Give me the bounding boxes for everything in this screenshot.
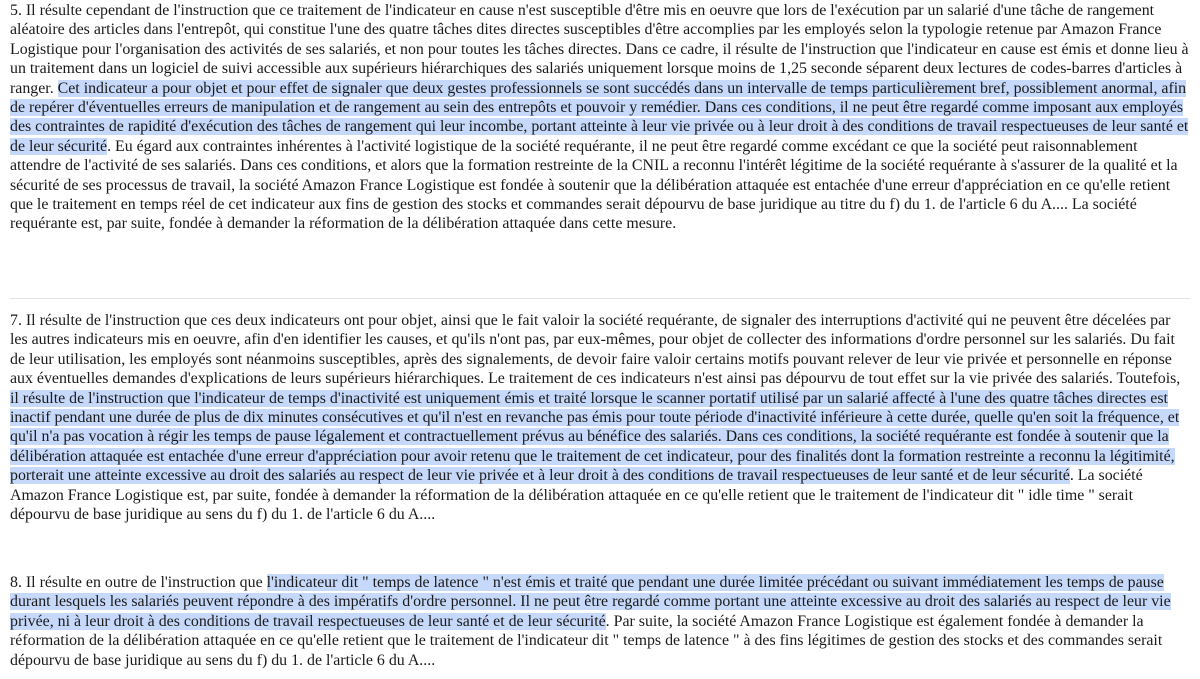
paragraph-8-text-before: 8. Il résulte en outre de l'instruction que bbox=[10, 574, 267, 591]
paragraph-7-text-before: 7. Il résulte de l'instruction que ces deux indicateurs ont pour objet, ainsi que le fait valoir la société requérante, de signaler des interruptions d'activité qui ne peuvent être décelées par les autres indicateurs mis en oeuvre, afin d'en identifier les causes, et qu'ils n'ont pas, par eux-mêmes, pour objet de collecter des informations d'ordre personnel sur les salariés. Du fait de leur utilisation, les employés sont néanmoins susceptibles, après des signalements, de devoir faire valoir certains motifs pouvant relever de leur vie privée et personnelle en réponse aux éventuelles demandes d'explications de leurs supérieurs hiérarchiques. Le traitement de ces indicateurs n'est ainsi pas dépourvu de tout effet sur la vie privée des salariés. Toutefois, bbox=[10, 312, 1181, 388]
paragraph-5-highlight[interactable]: Cet indicateur a pour objet et pour effet de signaler que deux gestes professionnels se sont succédés dans un intervalle de temps particulièrement bref, possiblement anormal, afin de repérer d'éventuelles erreurs de manipulation et de rangement au sein des entrepôts et pouvoir y remédier. Dans ces conditions, il ne peut être regardé comme imposant aux employés des contraintes de rapidité d'exécution des tâches de rangement qui leur incombe, portant atteinte à leur vie privée ou à leur droit à des conditions de travail respectueuses de leur santé et de leur sécurité bbox=[10, 79, 1189, 155]
paragraph-7-text-after: . La société Amazon France Logistique est, par suite, fondée à demander la réformation de la délibération attaquée en ce qu'elle retient que le traitement de l'indicateur dit " idle time " serait dépourvu de base juridique au sens du f) du 1. de l'article 6 du A.... bbox=[10, 467, 1143, 524]
paragraph-5-text-before: 5. Il résulte cependant de l'instruction que ce traitement de l'indicateur en cause n'est susceptible d'être mis en oeuvre que lors de l'exécution par un salarié d'une tâche de rangement aléatoire des articles dans l'entrepôt, qui constitue l'une des quatre tâches dites directes susceptibles d'être accomplies par les employés selon la typologie retenue par Amazon France Logistique pour l'organisation des activités de ses salariés, et non pour toutes les tâches directes. Dans ce cadre, il résulte de l'instruction que l'indicateur en cause est émis et donne lieu à un traitement dans un logiciel de suivi accessible aux supérieurs hiérarchiques des salariés uniquement lorsque moins de 1,25 seconde séparent deux lectures de codes-barres d'articles à ranger. bbox=[10, 2, 1189, 97]
paragraph-5-text-after: . Eu égard aux contraintes inhérentes à l'activité logistique de la société requérante, il ne peut être regardé comme excédant ce que la société peut raisonnablement attendre de l'activité de ses salariés. Dans ces conditions, et alors que la formation restreinte de la CNIL a reconnu l'intérêt légitime de la société requérante à s'assurer de la qualité et la sécurité de ses processus de travail, la société Amazon France Logistique est fondée à soutenir que la délibération attaquée est entachée d'une erreur d'appréciation en ce qu'elle retient que le traitement en temps réel de cet indicateur aux fins de gestion des stocks et commandes serait dépourvu de base juridique au titre du f) du 1. de l'article 6 du A.... La société requérante est, par suite, fondée à demander la réformation de la délibération attaquée dans cette mesure. bbox=[10, 137, 1178, 233]
paragraph-divider bbox=[10, 298, 1190, 299]
paragraph-7-highlight[interactable]: il résulte de l'instruction que l'indicateur de temps d'inactivité est uniquement émis et traité lorsque le scanner portatif utilisé par un salarié affecté à l'une des quatre tâches directes est inactif pendant une durée de plus de dix minutes consécutives et qu'il n'est en revanche pas émis pour toute période d'inactivité inférieure à cette durée, quelle qu'en soit la fréquence, et qu'il n'a pas vocation à régir les temps de pause légalement et contractuellement prévus au bénéfice des salariés. Dans ces conditions, la société requérante est fondée à soutenir que la délibération attaquée est entachée d'une erreur d'appréciation pour avoir retenu que le traitement de cet indicateur, pour des finalités dont la formation restreinte a reconnu la légitimité, porterait une atteinte excessive au droit des salariés au respect de leur vie privée et à leur droit à des conditions de travail respectueuses de leur santé et de leur sécurité bbox=[10, 389, 1180, 485]
paragraph-8-text-after: . Par suite, la société Amazon France Logistique est également fondée à demander la réformation de la délibération attaquée en ce qu'elle retient que le traitement de l'indicateur dit " temps de latence " à des fins légitimes de gestion des stocks et des commandes serait dépourvu de base juridique au sens du f) du 1. de l'article 6 du A.... bbox=[10, 612, 1163, 669]
paragraph-5 bbox=[10, 1, 1190, 234]
paragraph-8-highlight[interactable]: l'indicateur dit " temps de latence " n'est émis et traité que pendant une durée limitée précédant ou suivant immédiatement les temps de pause durant lesquels les salariés peuvent répondre à des impératifs d'ordre personnel. Il ne peut être regardé comme portant une atteinte excessive au droit des salariés au respect de leur vie privée, ni à leur droit à des conditions de travail respectueuses de leur santé et de leur sécurité bbox=[10, 574, 1171, 630]
paragraph-8 bbox=[10, 573, 1190, 670]
paragraph-7 bbox=[10, 311, 1190, 524]
